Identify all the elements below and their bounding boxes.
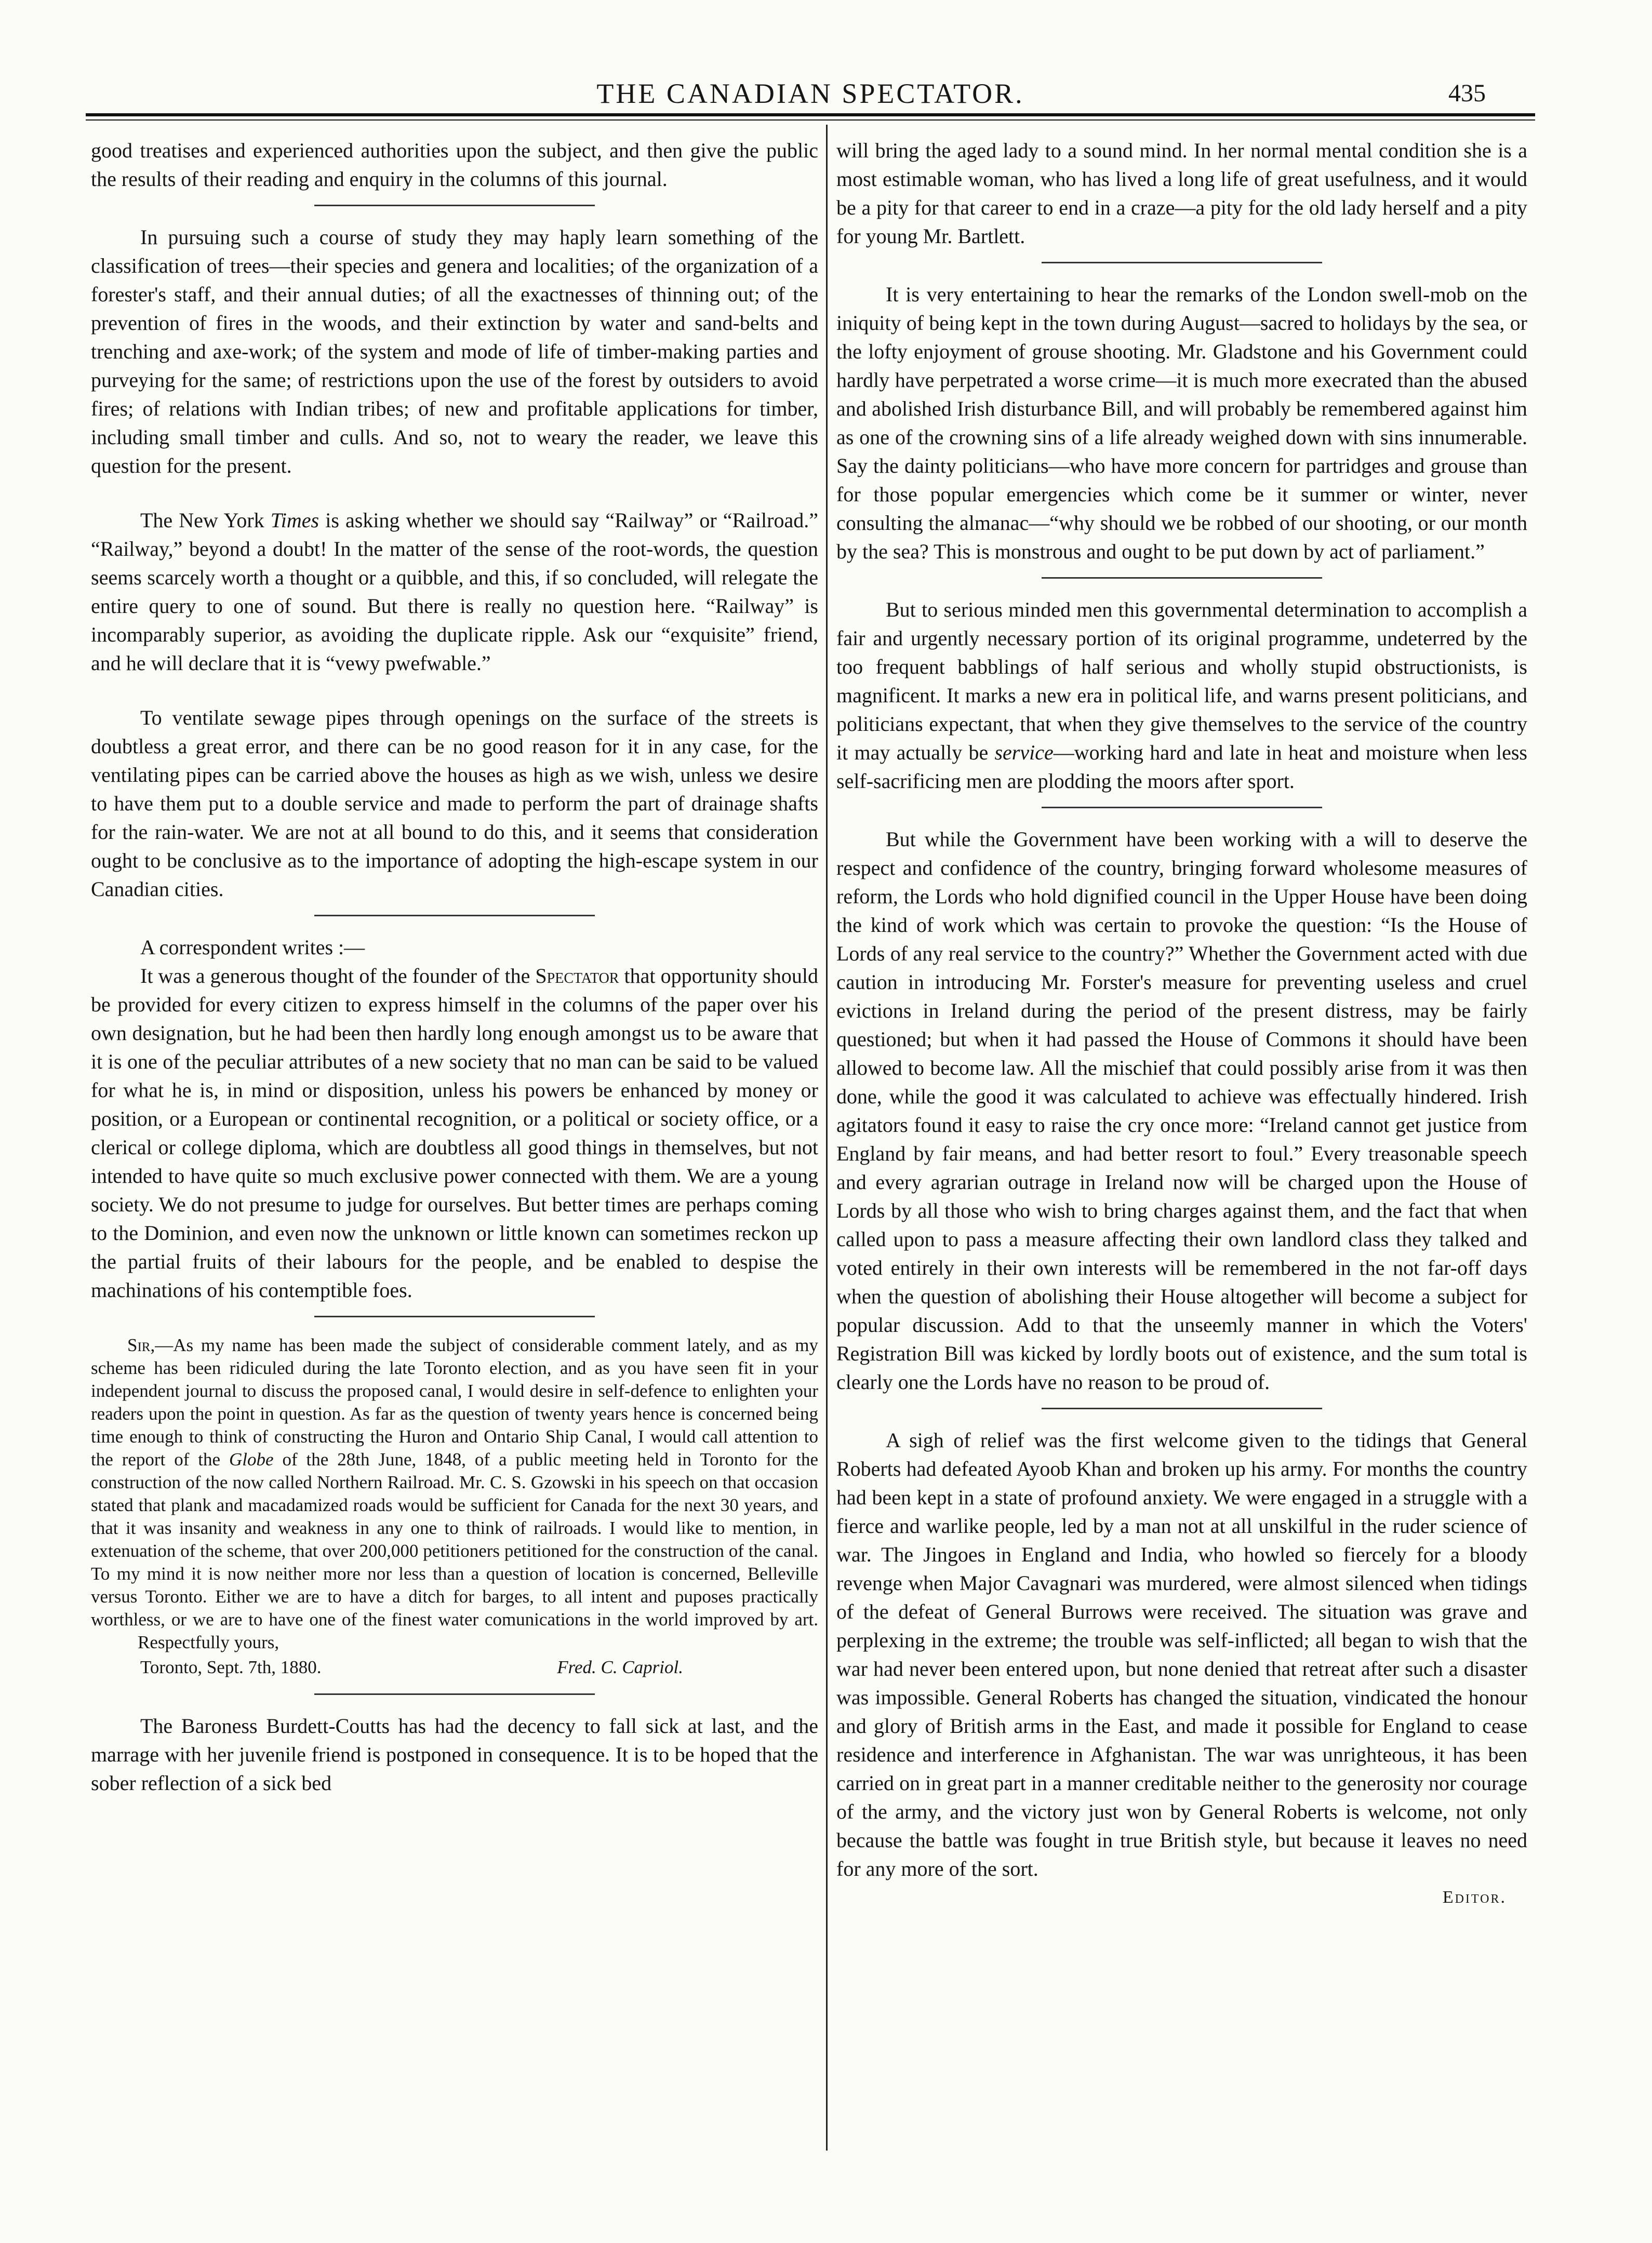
section-separator [1042, 262, 1322, 263]
correspondent-paragraph: It was a generous thought of the founder of the Spectator that opportunity should be provided for every citizen to express himself in the columns of the paper over his own designation, but he had been then hardly long enough amongst us to be aware that it is one of the peculiar attributes of a new society that no man can be said to be valued for what he is, in mind or disposition, unless his powers be enhanced by money or position, or a European or continental recognition, or a political or society office, or a clerical or college diploma, which are doubtless all good things in themselves, but not intended to have quite so much exclusive power connected with them. We are a young society. We do not presume to judge for ourselves. But better times are perhaps coming to the Dominion, and even now the unknown or little known can sometimes reckon up the partial fruits of their labours for the people, and be enabled to despise the machinations of his contemptible foes. [91, 964, 818, 1302]
masthead-title: THE CANADIAN SPECTATOR. [596, 78, 1024, 109]
letter-body: Sir,—As my name has been made the subject of considerable comment lately, and as my scheme has been ridiculed during the late Toronto election, and as you have seen fit in your independent journal to discuss the proposed canal, I would desire in self-defence to enlighten your readers upon the point in question. As far as the question of twenty years hence is concerned being time enough to think of constructing the Huron and Ontario Ship Canal, I would call attention to the report of the Globe of the 28th June, 1848, of a public meeting held in Toronto for the construction of the now called Northern Railroad. Mr. C. S. Gzowski in his speech on that occasion stated that plank and macadamized roads would be sufficient for Canada for the next 30 years, and that it was insanity and weakness in any one to think of railroads. I would like to mention, in extenuation of the scheme, that over 200,000 petitioners petitioned for the construction of the canal. To my mind it is now neither more nor less than a question of location is concerned, Belleville versus Toronto. Either we are to have a ditch for barges, to all intent and puposes practically worthless, or we are to have one of the finest water comunications in the world improved by art. Respectfully yours, [91, 1335, 818, 1652]
burdett-coutts-paragraph: The Baroness Burdett-Coutts has had the decency to fall sick at last, and the marrage with her juvenile friend is postponed in consequence. It is to be hoped that the sober reflection of a sick bed [91, 1714, 818, 1795]
page-header [86, 73, 1535, 114]
column-divider [826, 125, 828, 2151]
correspondent-intro: A correspondent writes :— [140, 936, 365, 959]
house-of-lords-paragraph: But while the Government have been working with a will to deserve the respect and confidence of the country, bringing forward wholesome measures of reform, the Lords who hold dignified council in the Upper House have been doing the kind of work which was certain to provoke the question: “Is the House of Lords of any real service to the country?” Whether the Government acted with due caution in introducing Mr. Forster's measure for preventing useless and cruel evictions in Ireland during the period of the present distress, may be fairly questioned; but when it had passed the House of Commons it should have been allowed to become law. All the mischief that could possibly arise from it was then done, while the good it was calculated to achieve was effectually hindered. Irish agitators found it easy to raise the cry once more: “Ireland cannot get justice from England by fair means, and had better resort to foul.” Every treasonable speech and every agrarian outrage in Ireland now will be charged upon the House of Lords by all those who wish to bring charges against them, and the fact that when called upon to pass a measure affecting their own landlord class they talked and voted entirely in their own interests will be remembered in the not far-off days when the question of abolishing their House altogether will become a subject for popular discussion. Add to that the unseemly manner in which the Voters' Registration Bill was kicked by lordly boots out of existence, and the sum total is clearly one the Lords have no reason to be proud of. [836, 827, 1527, 1394]
left-column [91, 136, 818, 1797]
section-separator [1042, 577, 1322, 579]
section-separator [314, 1316, 595, 1317]
forestry-continuation: good treatises and experienced authorities upon the subject, and then give the public the results of their reading and enquiry in the columns of this journal. [91, 139, 818, 191]
government-paragraph: But to serious minded men this governmental determination to accomplish a fair and urgently necessary portion of its original programme, undeterred by the too frequent babblings of half serious and wholly stupid obstructionists, is magnificent. It marks a new era in political life, and warns present politicians, and politicians expectant, that when they give themselves to the service of the country it may actually be service—working hard and late in heat and moisture when less self-sacrificing men are plodding the moors after sport. [836, 598, 1527, 793]
letter-signature [91, 1656, 818, 1682]
section-separator [314, 915, 595, 916]
railway-paragraph: The New York Times is asking whether we should say “Railway” or “Railroad.” “Railway,” beyond a doubt! In the matter of the sense of the root-words, the question seems scarcely worth a thought or a quibble, and this, if so concluded, will relegate the entire query to one of sound. But there is really no question here. “Railway” is incomparably superior, as avoiding the duplicate ripple. Ask our “exquisite” friend, and he will declare that it is “vewy pwefwable.” [91, 509, 818, 675]
section-separator [314, 1693, 595, 1695]
section-separator [314, 205, 595, 206]
burdett-coutts-continuation: will bring the aged lady to a sound mind. In her normal mental condition she is a most estimable woman, who has lived a long life of great usefulness, and it would be a pity for that career to end in a craze—a pity for the old lady herself and a pity for young Mr. Bartlett. [836, 139, 1527, 248]
sewage-paragraph: To ventilate sewage pipes through openings on the surface of the streets is doubtless a great error, and there can be no good reason for it in any case, for the ventilating pipes can be carried above the houses as high as we wish, unless we desire to have them put to a double service and made to perform the part of drainage shafts for the rain-water. We are not at all bound to do this, and it seems that consideration ought to be conclusive as to the importance of adopting the high-escape system in our Canadian cities. [91, 706, 818, 901]
letter-place-date: Toronto, Sept. 7th, 1880. [140, 1657, 322, 1677]
right-column [836, 136, 1527, 1907]
swell-mob-paragraph: It is very entertaining to hear the remarks of the London swell-mob on the iniquity of being kept in the town during August—sacred to holidays by the sea, or the lofty enjoyment of grouse shooting. Mr. Gladstone and his Government could hardly have perpetrated a worse crime—it is much more execrated than the abused and abolished Irish disturbance Bill, and will probably be remembered against him as one of the crowning sins of a life already weighed down with sins innumerable. Say the dainty politicians—who have more concern for partridges and grouse than for those popular emergencies which come be it summer or winter, never consulting the almanac—“why should we be robbed of our shooting, or our month by the sea? This is monstrous and ought to be put down by act of parliament.” [836, 283, 1527, 563]
general-roberts-paragraph: A sigh of relief was the first welcome given to the tidings that General Roberts had defeated Ayoob Khan and broken up his army. For months the country had been kept in a state of profound anxiety. We were engaged in a struggle with a fierce and warlike people, led by a man not at all unskilful in the ruder science of war. The Jingoes in England and India, who howled so fiercely for a bloody revenge when Major Cavagnari was murdered, were almost silenced when tidings of the defeat of General Burrows were received. The situation was grave and perplexing in the extreme; the trouble was self-inflicted; all began to wish that the war had never been entered upon, but none denied that retreat after such a disaster was impossible. General Roberts has changed the situation, vindicated the honour and glory of British arms in the East, and made it possible for England to cease residence and interference in Afghanistan. The war was unrighteous, it has been carried on in great part in a manner creditable neither to the generosity nor courage of the army, and the victory just won by General Roberts is welcome, not only because the battle was fought in true British style, but because it leaves no need for any more of the sort. [836, 1428, 1527, 1880]
editor-signature: Editor. [1442, 1888, 1507, 1907]
forestry-paragraph: In pursuing such a course of study they may haply learn something of the classification of trees—their species and genera and localities; of the organization of a forester's staff, and their annual duties; of all the exactnesses of thinning out; of the prevention of fires in the woods, and their extinction by water and sand-belts and trenching and axe-work; of the system and mode of life of timber-making parties and purveying for the same; of restrictions upon the use of the forest by outsiders to avoid fires; of relations with Indian tribes; of new and profitable applications for timber, including small timber and culls. And so, not to weary the reader, we leave this question for the present. [91, 225, 818, 477]
header-rule [86, 113, 1535, 116]
page-number: 435 [1448, 79, 1486, 107]
section-separator [1042, 1408, 1322, 1409]
header-rule-thin [86, 119, 1535, 121]
section-separator [1042, 807, 1322, 808]
letter-to-editor [91, 1334, 818, 1682]
letter-author: Fred. C. Capriol. [557, 1657, 683, 1677]
